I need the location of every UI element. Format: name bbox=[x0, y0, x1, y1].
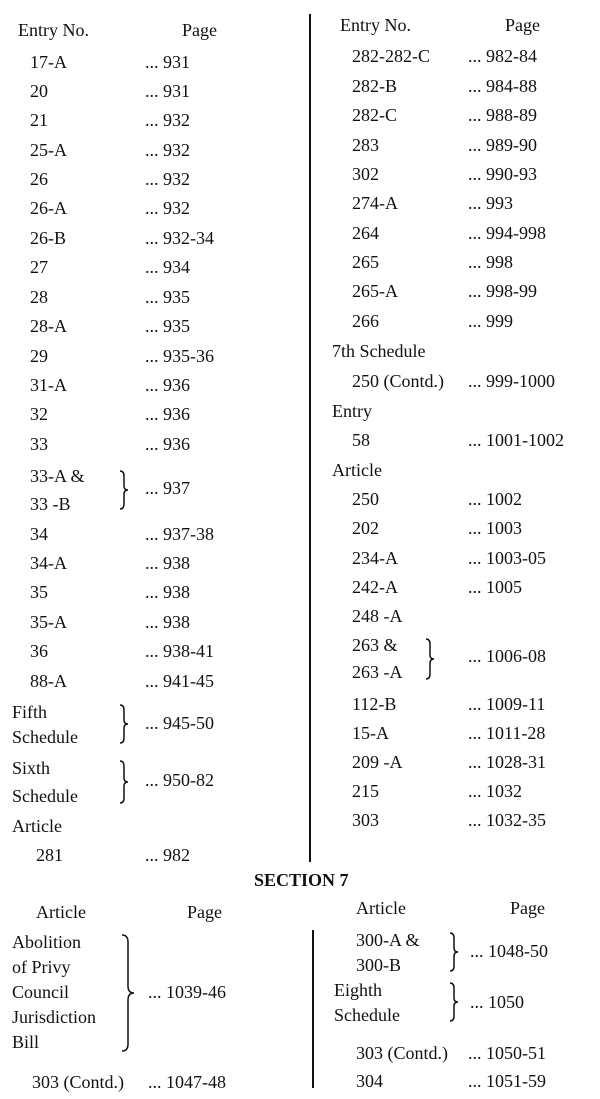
entry-no: 282-C bbox=[352, 105, 397, 125]
entry-no: 17-A bbox=[30, 52, 67, 72]
entry-no: 202 bbox=[352, 518, 379, 538]
page-ref: ... 935 bbox=[145, 316, 190, 336]
entry-no: 250 bbox=[352, 489, 379, 509]
header-page: Page bbox=[187, 902, 222, 922]
page-ref: ... 932 bbox=[145, 110, 190, 130]
entry-label: Sixth bbox=[12, 758, 51, 778]
entry-no: 304 bbox=[356, 1071, 383, 1091]
page-ref: ... 941-45 bbox=[145, 671, 214, 691]
page-ref: ... 1001-1002 bbox=[468, 430, 564, 450]
entry-no: 28 bbox=[30, 287, 48, 307]
entry-label: Schedule bbox=[334, 1005, 400, 1025]
page-ref: ... 931 bbox=[145, 81, 190, 101]
page-ref: ... 934 bbox=[145, 257, 190, 277]
entry-no: 35-A bbox=[30, 612, 67, 632]
page-ref: ... 1032-35 bbox=[468, 810, 546, 830]
page-ref: ... 1051-59 bbox=[468, 1071, 546, 1091]
page-ref: ... 950-82 bbox=[145, 770, 214, 790]
entry-no: 27 bbox=[30, 257, 48, 277]
entry-label: Entry bbox=[332, 401, 372, 421]
entry-no: 21 bbox=[30, 110, 48, 130]
page-ref: ... 999 bbox=[468, 311, 513, 331]
page-ref: ... 936 bbox=[145, 404, 190, 424]
entry-no: 26-A bbox=[30, 198, 67, 218]
page-ref: ... 1050-51 bbox=[468, 1043, 546, 1063]
entry-label: Schedule bbox=[12, 727, 78, 747]
page-ref: ... 1028-31 bbox=[468, 752, 546, 772]
header-entry-no: Entry No. bbox=[340, 15, 411, 35]
header-page: Page bbox=[505, 15, 540, 35]
page-ref: ... 932-34 bbox=[145, 228, 214, 248]
article-label: Article bbox=[332, 460, 382, 480]
page-ref: ... 1047-48 bbox=[148, 1072, 226, 1092]
page-ref: ... 982-84 bbox=[468, 46, 537, 66]
entry-no: 300-A & bbox=[356, 930, 420, 950]
entry-no: 28-A bbox=[30, 316, 67, 336]
page-ref: ... 937 bbox=[145, 478, 190, 498]
entry-no: 303 (Contd.) bbox=[356, 1043, 448, 1063]
entry-label: Abolition bbox=[12, 932, 82, 952]
header-article: Article bbox=[356, 898, 406, 918]
page-ref: ... 993 bbox=[468, 193, 513, 213]
header-page: Page bbox=[182, 20, 217, 40]
page-ref: ... 988-89 bbox=[468, 105, 537, 125]
entry-no: 266 bbox=[352, 311, 379, 331]
page-ref: ... 931 bbox=[145, 52, 190, 72]
entry-no: 274-A bbox=[352, 193, 398, 213]
page-ref: ... 989-90 bbox=[468, 135, 537, 155]
page-ref: ... 999-1000 bbox=[468, 371, 555, 391]
page-ref: ... 937-38 bbox=[145, 524, 214, 544]
entry-no: 33 bbox=[30, 434, 48, 454]
entry-no: 20 bbox=[30, 81, 48, 101]
page-ref: ... 984-88 bbox=[468, 76, 537, 96]
curly-brace-icon bbox=[448, 932, 460, 972]
header-entry-no: Entry No. bbox=[18, 20, 89, 40]
entry-no: 31-A bbox=[30, 375, 67, 395]
curly-brace-icon bbox=[448, 982, 460, 1022]
page-ref: ... 1003 bbox=[468, 518, 522, 538]
entry-label: of Privy bbox=[12, 957, 71, 977]
page-ref: ... 935 bbox=[145, 287, 190, 307]
entry-no: 34-A bbox=[30, 553, 67, 573]
entry-no: 242-A bbox=[352, 577, 398, 597]
article-label: Article bbox=[12, 816, 62, 836]
entry-no: 35 bbox=[30, 582, 48, 602]
page-ref: ... 1006-08 bbox=[468, 646, 546, 666]
top-divider bbox=[309, 14, 311, 862]
entry-no: 265-A bbox=[352, 281, 398, 301]
entry-no: 303 (Contd.) bbox=[32, 1072, 124, 1092]
curly-brace-icon bbox=[424, 638, 436, 680]
page-ref: ... 1005 bbox=[468, 577, 522, 597]
page-ref: ... 1009-11 bbox=[468, 694, 546, 714]
entry-no: 112-B bbox=[352, 694, 397, 714]
entry-label: Schedule bbox=[12, 786, 78, 806]
entry-no: 215 bbox=[352, 781, 379, 801]
entry-no: 263 & bbox=[352, 635, 398, 655]
page-ref: ... 1011-28 bbox=[468, 723, 546, 743]
page-ref: ... 932 bbox=[145, 169, 190, 189]
page-ref: ... 982 bbox=[145, 845, 190, 865]
entry-no: 282-B bbox=[352, 76, 397, 96]
entry-no: 32 bbox=[30, 404, 48, 424]
page-ref: ... 1002 bbox=[468, 489, 522, 509]
page-ref: ... 945-50 bbox=[145, 713, 214, 733]
page-ref: ... 994-998 bbox=[468, 223, 546, 243]
entry-no: 26 bbox=[30, 169, 48, 189]
page-ref: ... 990-93 bbox=[468, 164, 537, 184]
entry-label: Bill bbox=[12, 1032, 40, 1052]
header-page: Page bbox=[510, 898, 545, 918]
entry-no: 281 bbox=[36, 845, 63, 865]
bottom-divider bbox=[312, 930, 314, 1088]
entry-no: 25-A bbox=[30, 140, 67, 160]
entry-no: 29 bbox=[30, 346, 48, 366]
page-ref: ... 998-99 bbox=[468, 281, 537, 301]
entry-no: 263 -A bbox=[352, 662, 403, 682]
entry-no: 34 bbox=[30, 524, 48, 544]
seventh-schedule-label: 7th Schedule bbox=[332, 341, 426, 361]
page-ref: ... 1032 bbox=[468, 781, 522, 801]
header-article: Article bbox=[36, 902, 86, 922]
page-ref: ... 1039-46 bbox=[148, 982, 226, 1002]
page-ref: ... 1048-50 bbox=[470, 941, 548, 961]
entry-no: 33 -B bbox=[30, 494, 71, 514]
entry-no: 303 bbox=[352, 810, 379, 830]
page-ref: ... 936 bbox=[145, 434, 190, 454]
curly-brace-icon bbox=[118, 470, 130, 510]
page-ref: ... 938 bbox=[145, 553, 190, 573]
entry-no: 58 bbox=[352, 430, 370, 450]
page-ref: ... 932 bbox=[145, 198, 190, 218]
page-ref: ... 1003-05 bbox=[468, 548, 546, 568]
entry-no: 282-282-C bbox=[352, 46, 430, 66]
page-ref: ... 936 bbox=[145, 375, 190, 395]
entry-label: Eighth bbox=[334, 980, 382, 1000]
entry-no: 209 -A bbox=[352, 752, 403, 772]
curly-brace-icon bbox=[118, 704, 130, 744]
entry-label: Fifth bbox=[12, 702, 48, 722]
entry-no: 250 (Contd.) bbox=[352, 371, 444, 391]
page-ref: ... 932 bbox=[145, 140, 190, 160]
entry-no: 15-A bbox=[352, 723, 389, 743]
page-ref: ... 938 bbox=[145, 612, 190, 632]
curly-brace-icon bbox=[118, 760, 130, 804]
entry-no: 264 bbox=[352, 223, 379, 243]
entry-no: 302 bbox=[352, 164, 379, 184]
entry-label: Council bbox=[12, 982, 69, 1002]
page-ref: ... 935-36 bbox=[145, 346, 214, 366]
entry-no: 88-A bbox=[30, 671, 67, 691]
section-title: SECTION 7 bbox=[254, 870, 349, 890]
entry-no: 248 -A bbox=[352, 606, 403, 626]
page-ref: ... 1050 bbox=[470, 992, 524, 1012]
entry-no: 26-B bbox=[30, 228, 66, 248]
page-ref: ... 998 bbox=[468, 252, 513, 272]
entry-no: 283 bbox=[352, 135, 379, 155]
entry-no: 265 bbox=[352, 252, 379, 272]
entry-no: 300-B bbox=[356, 955, 401, 975]
curly-brace-icon bbox=[120, 934, 136, 1052]
entry-no: 36 bbox=[30, 641, 48, 661]
page-ref: ... 938-41 bbox=[145, 641, 214, 661]
entry-no: 33-A & bbox=[30, 466, 85, 486]
entry-label: Jurisdiction bbox=[12, 1007, 96, 1027]
entry-no: 234-A bbox=[352, 548, 398, 568]
page-ref: ... 938 bbox=[145, 582, 190, 602]
